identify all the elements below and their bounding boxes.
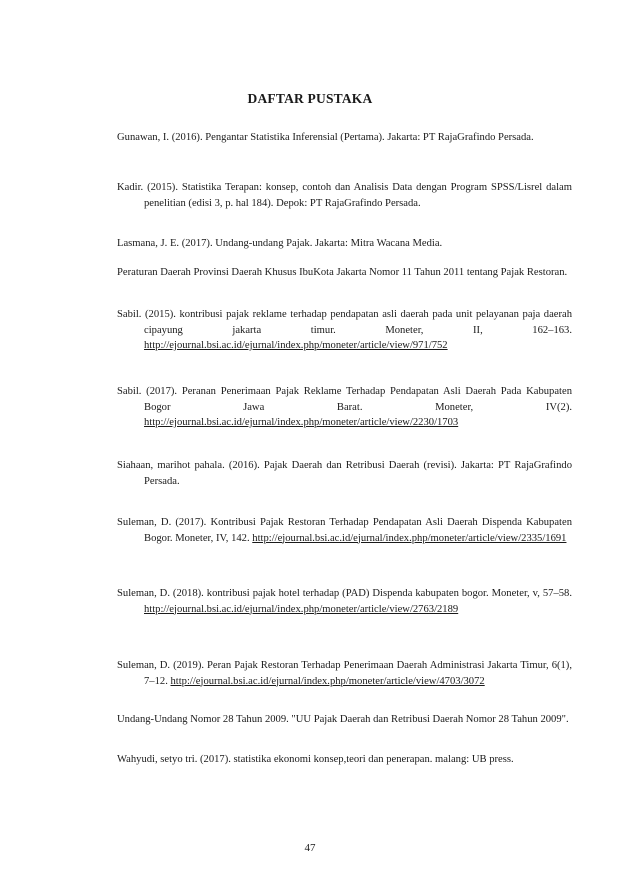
reference-entry	[117, 236, 572, 252]
reference-entry	[117, 384, 572, 431]
reference-text: Undang-Undang Nomor 28 Tahun 2009. "UU Pajak Daerah dan Retribusi Daerah Nomor 28 Tahun 2009".	[117, 714, 569, 725]
reference-text: Kadir. (2015). Statistika Terapan: konsep, contoh dan Analisis Data dengan Program SPSS/Lisrel dalam penelitian (edisi 3, p. hal 184). Depok: PT RajaGrafindo Persada.	[117, 182, 572, 209]
reference-entry	[117, 307, 572, 354]
reference-entry	[117, 658, 572, 689]
reference-text: Gunawan, I. (2016). Pengantar Statistika Inferensial (Pertama). Jakarta: PT RajaGrafindo Persada.	[117, 132, 534, 143]
reference-text: Peraturan Daerah Provinsi Daerah Khusus IbuKota Jakarta Nomor 11 Tahun 2011 tentang Pajak Restoran.	[117, 267, 568, 278]
reference-text: Sabil. (2015). kontribusi pajak reklame terhadap pendapatan asli daerah pada unit pelayanan paja daerah cipayung jakarta timur. Moneter, II, 162–163.	[117, 309, 572, 336]
reference-link[interactable]: http://ejournal.bsi.ac.id/ejurnal/index.php/moneter/article/view/2763/2189	[144, 603, 459, 615]
reference-text: Lasmana, J. E. (2017). Undang-undang Pajak. Jakarta: Mitra Wacana Media.	[117, 238, 443, 249]
reference-entry	[117, 752, 572, 768]
reference-entry	[117, 180, 572, 211]
reference-entry	[117, 458, 572, 489]
reference-text: Suleman, D. (2019). Peran Pajak Restoran Terhadap Penerimaan Daerah Administrasi Jakarta Timur, 6(1), 7–12.	[117, 660, 572, 687]
reference-link[interactable]: http://ejournal.bsi.ac.id/ejurnal/index.php/moneter/article/view/2335/1691	[252, 532, 567, 544]
page-title: DAFTAR PUSTAKA	[247, 91, 373, 106]
reference-entry	[117, 712, 572, 728]
reference-text: Wahyudi, setyo tri. (2017). statistika ekonomi konsep,teori dan penerapan. malang: UB press.	[117, 754, 514, 765]
reference-link[interactable]: http://ejournal.bsi.ac.id/ejurnal/index.php/moneter/article/view/4703/3072	[170, 675, 485, 687]
reference-text: Suleman, D. (2018). kontribusi pajak hotel terhadap (PAD) Dispenda kabupaten bogor. Moneter, v, 57–58.	[117, 588, 572, 599]
reference-entry	[117, 265, 572, 281]
reference-entry	[117, 515, 572, 546]
reference-text: Sabil. (2017). Peranan Penerimaan Pajak Reklame Terhadap Pendapatan Asli Daerah Pada Kabupaten Bogor Jawa Barat. Moneter, IV(2).	[117, 386, 572, 413]
reference-link[interactable]: http://ejournal.bsi.ac.id/ejurnal/index.php/moneter/article/view/971/752	[144, 340, 448, 351]
reference-text: Siahaan, marihot pahala. (2016). Pajak Daerah dan Retribusi Daerah (revisi). Jakarta: PT RajaGrafindo Persada.	[117, 460, 572, 487]
reference-entry	[117, 586, 572, 617]
page-number: 47	[304, 842, 316, 854]
reference-link[interactable]: http://ejournal.bsi.ac.id/ejurnal/index.php/moneter/article/view/2230/1703	[144, 417, 459, 428]
reference-entry	[117, 130, 572, 146]
reference-text: Suleman, D. (2017). Kontribusi Pajak Restoran Terhadap Pendapatan Asli Daerah Dispenda Kabupaten Bogor. Moneter, IV, 142.	[117, 517, 572, 544]
